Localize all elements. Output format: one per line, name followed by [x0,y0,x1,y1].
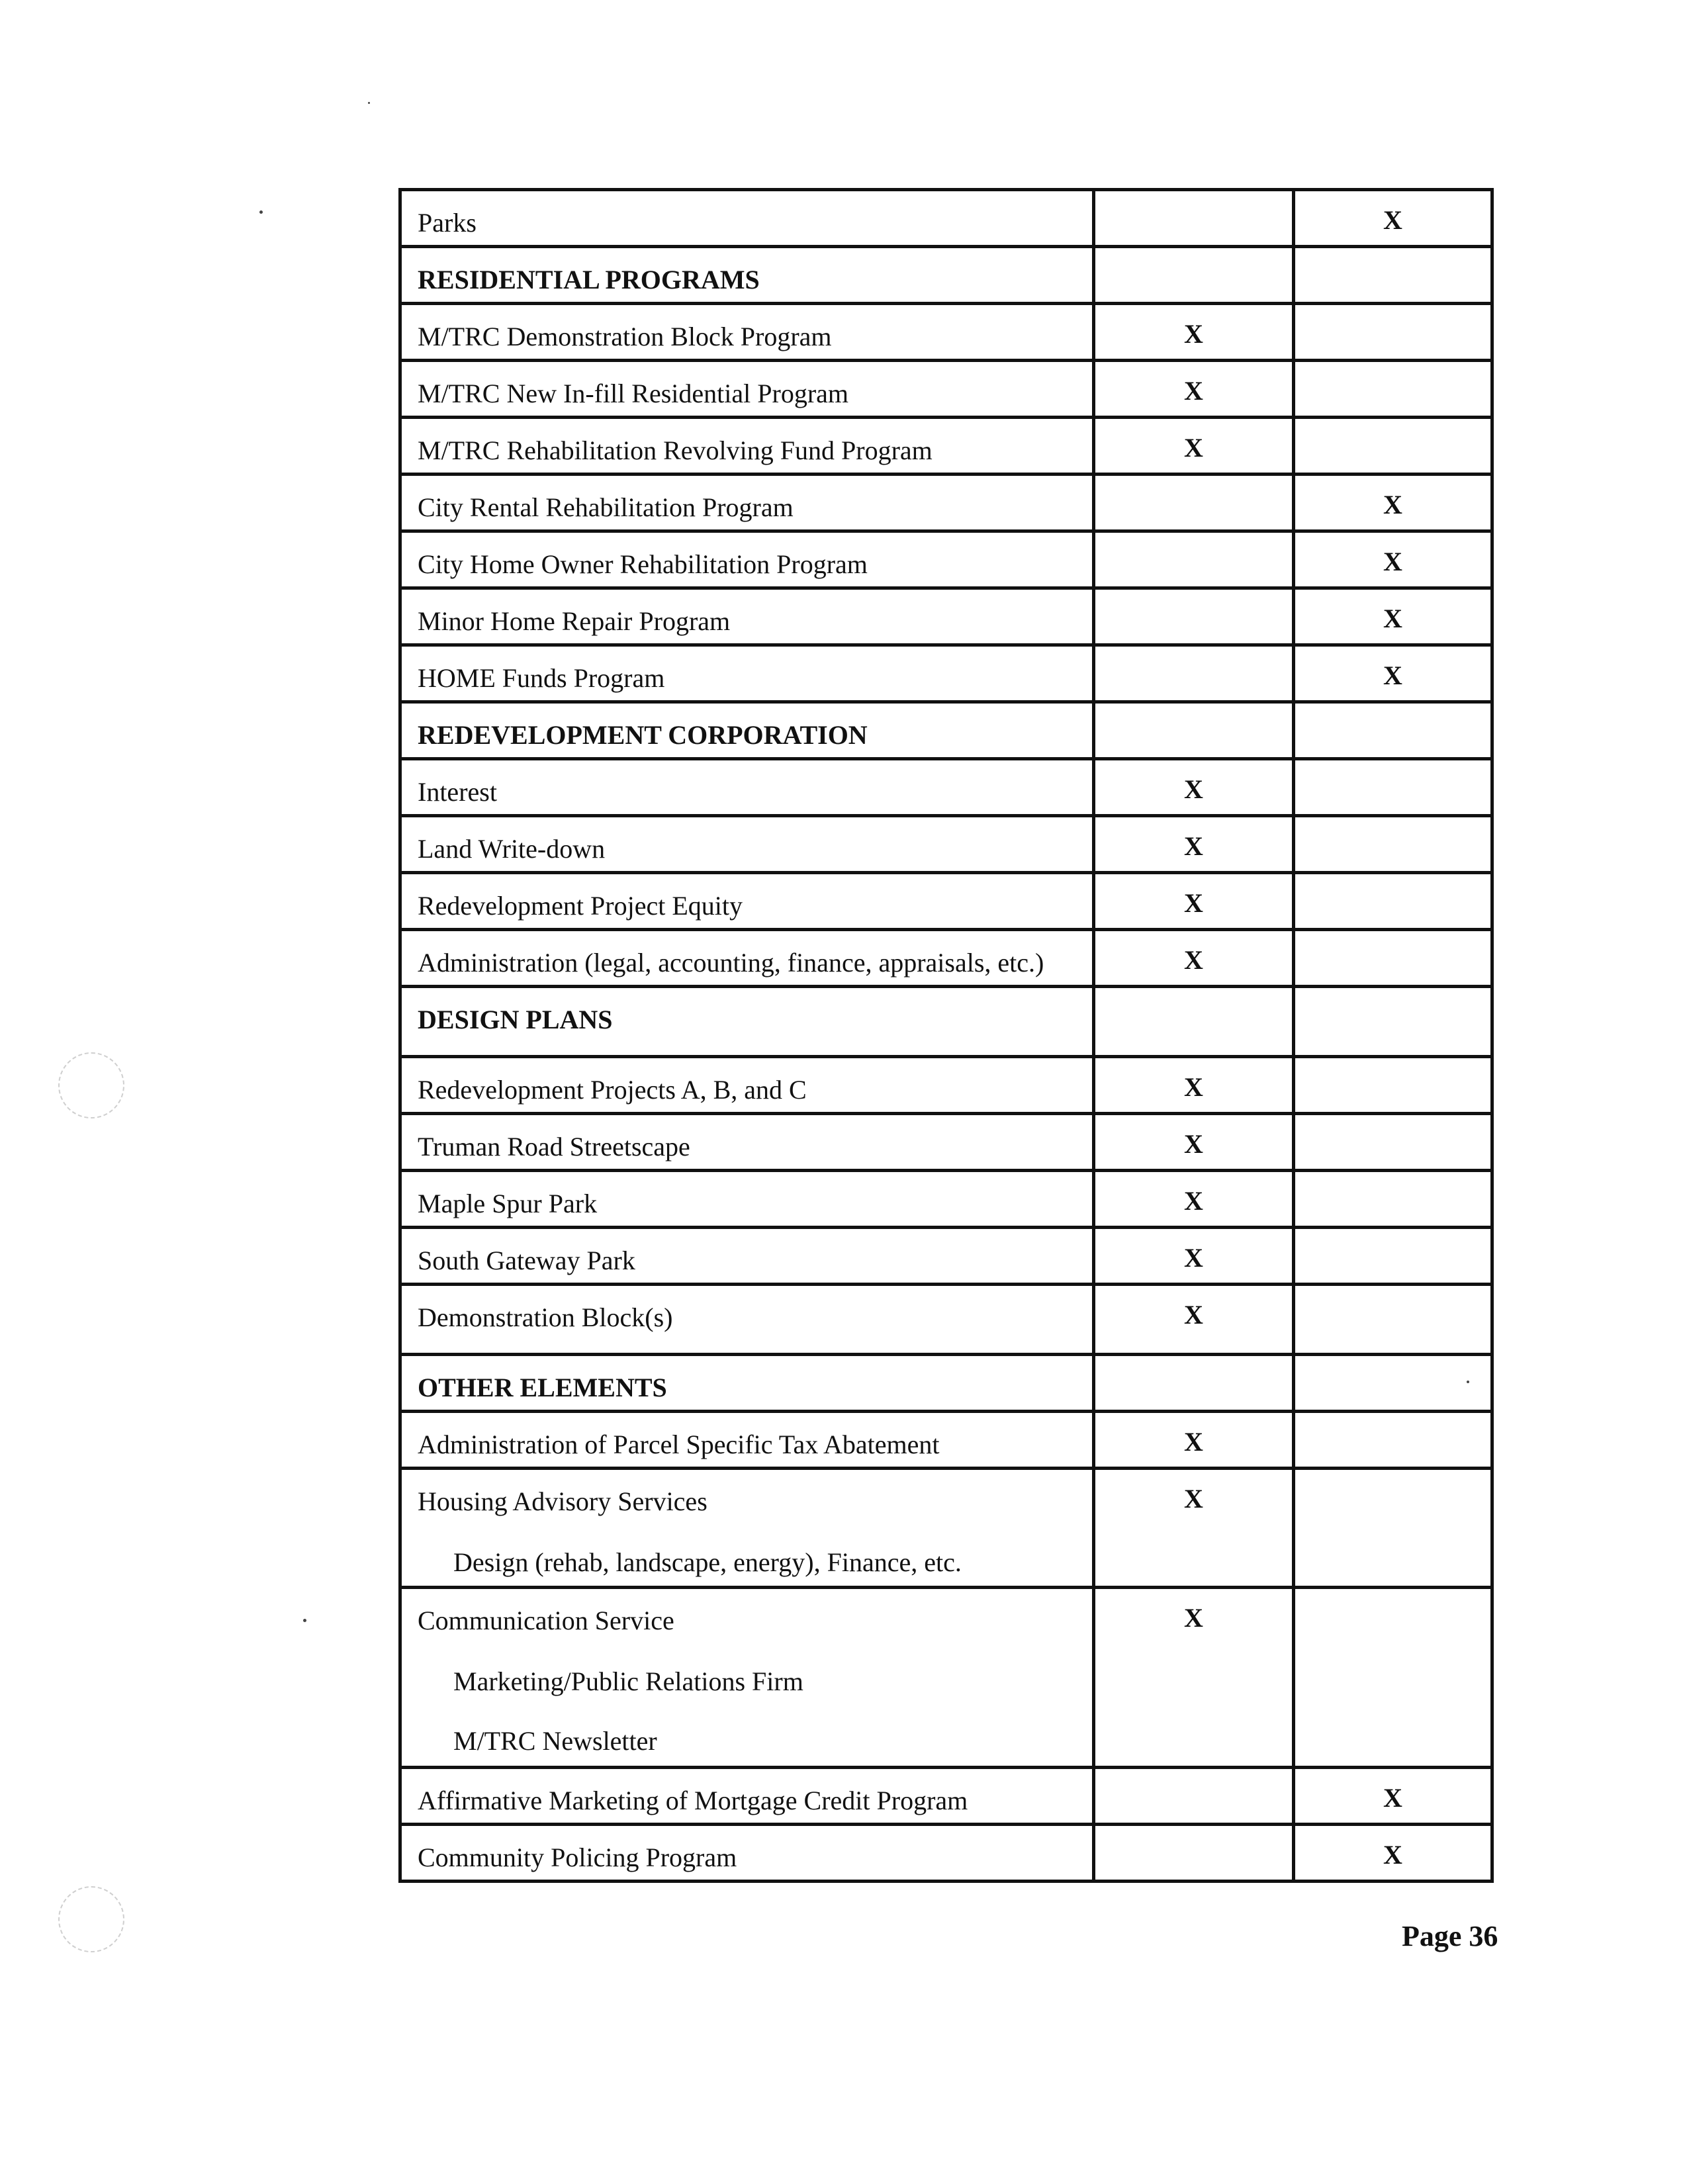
col-a-cell [1094,1588,1294,1768]
col-a-cell [1094,1057,1294,1114]
section-heading: RESIDENTIAL PROGRAMS [418,265,760,295]
row-label-cell [400,1768,1094,1825]
col-a-cell [1094,1114,1294,1171]
table-row [400,930,1492,987]
row-label: Land Write-down [418,834,606,864]
col-a-cell [1094,1355,1294,1412]
row-label: Administration (legal, accounting, finance, appraisals, etc.) [418,948,1044,978]
col-b-cell [1294,418,1492,475]
row-label-cell [400,247,1094,304]
col-a-cell [1094,361,1294,418]
col-b-cell [1294,247,1492,304]
table-row [400,247,1492,304]
table-row [400,987,1492,1057]
sub-item: M/TRC Newsletter [453,1726,657,1756]
col-a-cell [1094,1412,1294,1469]
punch-hole-mark [58,1886,124,1952]
row-label-cell [400,1057,1094,1114]
section-heading: REDEVELOPMENT CORPORATION [418,720,868,750]
table-row [400,1412,1492,1469]
x-mark [1295,305,1490,318]
table-row [400,816,1492,873]
table-row [400,1285,1492,1355]
table-row [400,418,1492,475]
section-heading: OTHER ELEMENTS [418,1373,667,1402]
col-a-cell [1094,930,1294,987]
row-label-cell [400,1285,1094,1355]
row-label-cell [400,531,1094,588]
table-row [400,475,1492,531]
x-mark: X [1184,1603,1203,1633]
col-b-cell [1294,645,1492,702]
table-row [400,1355,1492,1412]
page-number: Page 36 [1402,1920,1498,1952]
x-mark: X [1184,1072,1203,1102]
row-label-cell [400,645,1094,702]
col-b-cell [1294,1355,1492,1412]
row-label: Redevelopment Project Equity [418,891,743,921]
row-label-cell [400,816,1094,873]
x-mark [1295,1356,1490,1369]
x-mark: X [1184,1186,1203,1216]
col-a-cell [1094,987,1294,1057]
table-row [400,1228,1492,1285]
row-label-cell [400,361,1094,418]
scan-speck [368,102,370,104]
row-label: Administration of Parcel Specific Tax Abatement [418,1430,940,1459]
x-mark [1095,1826,1292,1839]
row-label: City Rental Rehabilitation Program [418,492,794,522]
table-row [400,1768,1492,1825]
table-row [400,645,1492,702]
col-a-cell [1094,247,1294,304]
x-mark [1295,704,1490,717]
row-label-cell [400,1171,1094,1228]
col-b-cell [1294,531,1492,588]
col-b-cell [1294,1412,1492,1469]
row-label: Demonstration Block(s) [418,1302,673,1332]
x-mark [1295,1058,1490,1071]
x-mark [1095,476,1292,489]
x-mark: X [1383,1840,1402,1870]
table-row [400,702,1492,759]
x-mark: X [1184,1484,1203,1514]
col-b-cell [1294,304,1492,361]
x-mark: X [1184,831,1203,861]
col-b-cell [1294,1825,1492,1882]
table-row [400,361,1492,418]
table-row [400,1825,1492,1882]
row-label-cell [400,930,1094,987]
table-row [400,1057,1492,1114]
x-mark [1095,704,1292,717]
x-mark [1295,419,1490,432]
row-label: Maple Spur Park [418,1189,598,1218]
scan-speck [303,1619,306,1622]
table-row [400,759,1492,816]
col-a-cell [1094,1228,1294,1285]
col-b-cell [1294,816,1492,873]
col-a-cell [1094,759,1294,816]
row-label: M/TRC Demonstration Block Program [418,322,832,351]
table-row [400,304,1492,361]
x-mark: X [1184,319,1203,349]
table-row [400,1171,1492,1228]
col-b-cell [1294,987,1492,1057]
col-b-cell [1294,930,1492,987]
section-heading: DESIGN PLANS [418,1005,613,1034]
col-b-cell [1294,1171,1492,1228]
col-b-cell [1294,759,1492,816]
row-label: HOME Funds Program [418,663,665,693]
row-label-cell [400,1114,1094,1171]
row-label: Interest [418,777,497,807]
table-row [400,1588,1492,1768]
x-mark [1095,647,1292,660]
row-label-cell [400,873,1094,930]
x-mark: X [1383,547,1402,576]
col-a-cell [1094,531,1294,588]
row-label-cell [400,987,1094,1057]
x-mark [1095,1356,1292,1369]
col-b-cell [1294,190,1492,247]
row-label: Minor Home Repair Program [418,606,731,636]
x-mark: X [1184,1243,1203,1273]
table-row [400,1114,1492,1171]
scan-speck [259,210,263,214]
x-mark: X [1184,1129,1203,1159]
row-label-cell [400,475,1094,531]
table-row [400,1469,1492,1588]
x-mark [1095,248,1292,261]
row-label: M/TRC Rehabilitation Revolving Fund Program [418,435,933,465]
col-b-cell [1294,1057,1492,1114]
row-label-cell [400,1355,1094,1412]
table-row [400,588,1492,645]
row-label-cell [400,418,1094,475]
col-a-cell [1094,1171,1294,1228]
table-row [400,190,1492,247]
col-a-cell [1094,304,1294,361]
row-label: Communication Service [418,1606,674,1635]
x-mark: X [1184,1300,1203,1330]
col-b-cell [1294,1114,1492,1171]
x-mark [1095,988,1292,1001]
col-b-cell [1294,1768,1492,1825]
x-mark [1295,362,1490,375]
col-b-cell [1294,475,1492,531]
col-b-cell [1294,1285,1492,1355]
sub-item: Design (rehab, landscape, energy), Finance, etc. [453,1547,962,1577]
col-b-cell [1294,1469,1492,1588]
x-mark: X [1184,888,1203,918]
row-label-cell [400,588,1094,645]
x-mark: X [1184,1427,1203,1457]
col-a-cell [1094,475,1294,531]
row-label: Parks [418,208,477,238]
x-mark [1295,1286,1490,1299]
col-a-cell [1094,1285,1294,1355]
row-label: M/TRC New In-fill Residential Program [418,379,849,408]
table-row [400,873,1492,930]
row-label-cell [400,759,1094,816]
x-mark [1295,1172,1490,1185]
x-mark: X [1383,490,1402,520]
col-a-cell [1094,588,1294,645]
x-mark [1295,1115,1490,1128]
row-label: Truman Road Streetscape [418,1132,690,1161]
col-a-cell [1094,418,1294,475]
col-b-cell [1294,702,1492,759]
x-mark [1095,590,1292,603]
x-mark [1095,533,1292,546]
row-label: City Home Owner Rehabilitation Program [418,549,868,579]
row-label-cell [400,1228,1094,1285]
x-mark: X [1383,1783,1402,1813]
x-mark [1295,931,1490,944]
x-mark [1295,1413,1490,1426]
col-b-cell [1294,1228,1492,1285]
row-label-cell [400,1412,1094,1469]
x-mark [1295,817,1490,831]
x-mark [1295,988,1490,1001]
col-a-cell [1094,873,1294,930]
x-mark [1295,248,1490,261]
table-row [400,531,1492,588]
col-a-cell [1094,1825,1294,1882]
program-matrix-table [398,188,1494,1883]
x-mark: X [1383,604,1402,633]
sub-item: Marketing/Public Relations Firm [453,1666,803,1696]
col-a-cell [1094,645,1294,702]
x-mark [1095,191,1292,205]
row-label-cell [400,1825,1094,1882]
col-b-cell [1294,588,1492,645]
row-label: Affirmative Marketing of Mortgage Credit Program [418,1786,968,1815]
col-a-cell [1094,190,1294,247]
row-label: Redevelopment Projects A, B, and C [418,1075,807,1105]
col-a-cell [1094,702,1294,759]
x-mark [1295,1589,1490,1602]
col-b-cell [1294,1588,1492,1768]
x-mark [1295,760,1490,774]
col-a-cell [1094,1469,1294,1588]
col-b-cell [1294,873,1492,930]
row-label-cell [400,1469,1094,1588]
x-mark: X [1383,205,1402,235]
row-label: South Gateway Park [418,1246,635,1275]
col-a-cell [1094,1768,1294,1825]
row-label-cell [400,304,1094,361]
x-mark: X [1383,660,1402,690]
x-mark [1295,874,1490,887]
x-mark: X [1184,774,1203,804]
row-label-cell [400,702,1094,759]
x-mark [1095,1769,1292,1782]
x-mark [1295,1229,1490,1242]
row-label-cell [400,1588,1094,1768]
row-label-cell [400,190,1094,247]
x-mark: X [1184,945,1203,975]
x-mark: X [1184,433,1203,463]
col-b-cell [1294,361,1492,418]
row-label: Community Policing Program [418,1843,737,1872]
col-a-cell [1094,816,1294,873]
row-label: Housing Advisory Services [418,1486,708,1516]
punch-hole-mark [58,1052,124,1118]
x-mark: X [1184,376,1203,406]
x-mark [1295,1470,1490,1483]
